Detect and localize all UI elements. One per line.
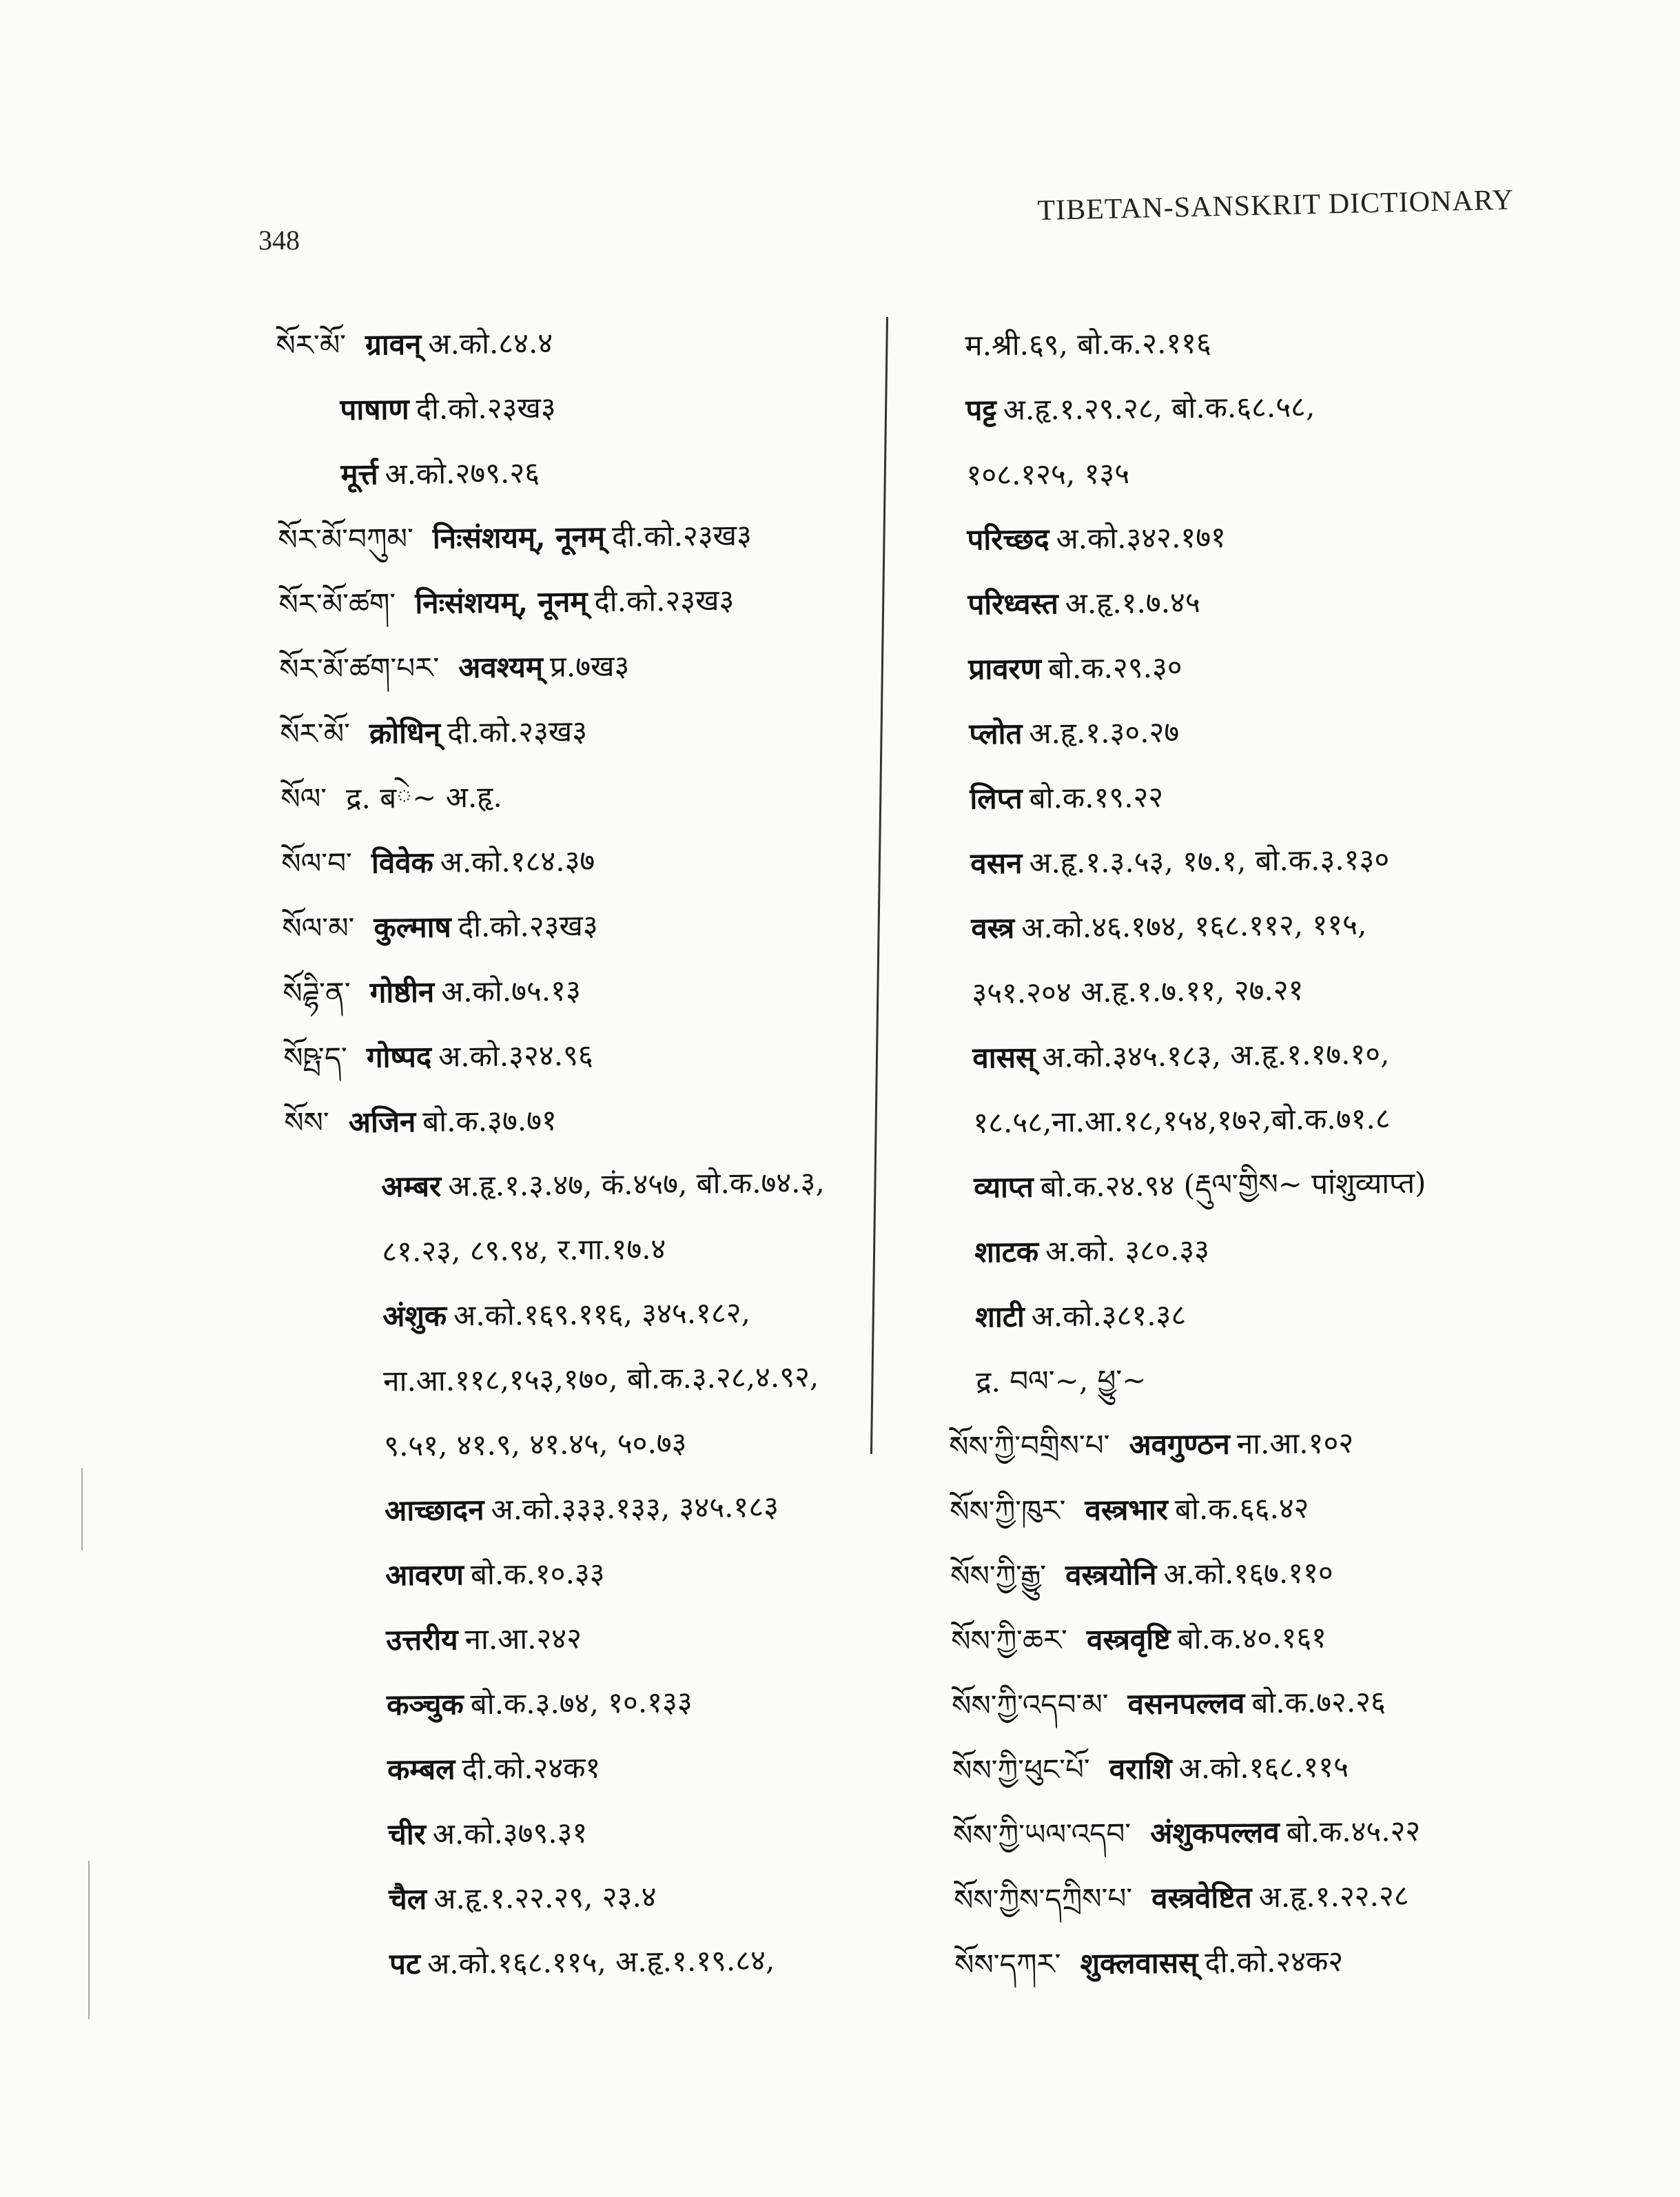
right-column bbox=[937, 306, 1665, 1998]
dictionary-entry bbox=[939, 436, 1649, 508]
dictionary-entry bbox=[947, 1278, 1658, 1350]
dictionary-entry bbox=[938, 371, 1648, 443]
source-reference: अ.को.७५.१३ bbox=[440, 973, 582, 1009]
sanskrit-equivalent: उत्तरीय bbox=[385, 1622, 458, 1657]
source-reference: ना.आ.१०२ bbox=[1236, 1425, 1354, 1461]
tibetan-headword: སོཌྷི་ན་ bbox=[283, 975, 351, 1010]
source-reference: अ.को.३४५.१८३, अ.हृ.१.१७.१०, bbox=[1042, 1036, 1390, 1074]
dictionary-entry bbox=[285, 1214, 892, 1285]
source-reference: दी.को.२३ख३ bbox=[416, 390, 556, 426]
dictionary-entry bbox=[951, 1602, 1661, 1674]
dictionary-entry bbox=[952, 1666, 1662, 1739]
source-reference: अ.हृ.१.२२.२८ bbox=[1258, 1878, 1409, 1914]
source-reference: ना.आ.२४२ bbox=[464, 1621, 582, 1657]
dictionary-entry bbox=[949, 1407, 1659, 1480]
tibetan-headword: སོལ་བ་ bbox=[281, 846, 353, 881]
source-reference: १८.५८,ना.आ.१८,१५४,१७२,बो.क.७१.८ bbox=[973, 1101, 1391, 1140]
sanskrit-equivalent: गोष्पद bbox=[366, 1039, 432, 1074]
sanskrit-equivalent: लिप्त bbox=[970, 781, 1023, 816]
sanskrit-equivalent: आच्छादन bbox=[384, 1492, 484, 1528]
source-reference: बो.क.२४.९४ (རྡུལ་གྱིས~ पांशुव्याप्त) bbox=[1040, 1165, 1426, 1204]
source-reference: बो.क.७२.२६ bbox=[1251, 1684, 1386, 1720]
source-reference: ३५१.२०४ अ.हृ.१.७.११, २७.२१ bbox=[972, 972, 1304, 1010]
source-reference: बो.क.६६.४२ bbox=[1174, 1491, 1309, 1526]
source-reference: दी.को.२३ख३ bbox=[447, 714, 588, 750]
sanskrit-equivalent: कुल्माष bbox=[373, 910, 452, 945]
sanskrit-equivalent: कम्बल bbox=[387, 1752, 455, 1787]
source-reference: अ.को.३३३.१३३, ३४५.१८३ bbox=[491, 1489, 779, 1526]
dictionary-entry bbox=[939, 500, 1650, 573]
tibetan-headword: སོར་མོ་བཀུམ་ bbox=[278, 521, 414, 557]
source-reference: बो.क.१९.२२ bbox=[1029, 779, 1164, 815]
page-number: 348 bbox=[258, 225, 300, 256]
dictionary-entry bbox=[290, 1668, 897, 1739]
dictionary-entry bbox=[292, 1862, 899, 1933]
tibetan-headword: སོར་མོ་ bbox=[280, 716, 351, 751]
tibetan-headword: སོས་ཀྱི་བགྲིས་པ་ bbox=[948, 1428, 1110, 1464]
dictionary-entry bbox=[280, 696, 887, 767]
source-reference: अ.को.८४.४ bbox=[428, 325, 553, 361]
dictionary-entry bbox=[954, 1925, 1665, 1998]
dictionary-entry bbox=[285, 1149, 892, 1220]
dictionary-entry bbox=[942, 759, 1652, 832]
source-reference: बो.क.४५.२२ bbox=[1286, 1813, 1421, 1849]
sanskrit-equivalent: व्याप्त bbox=[974, 1169, 1034, 1205]
dictionary-entry bbox=[944, 954, 1655, 1026]
source-reference: अ.हृ.१.२९.२८, बो.क.६८.५८, bbox=[1003, 389, 1315, 427]
dictionary-entry bbox=[950, 1472, 1660, 1544]
source-reference: ८१.२३, ८९.९४, र.गा.१७.४ bbox=[382, 1232, 666, 1269]
dictionary-entry bbox=[291, 1733, 898, 1803]
source-reference: अ.को.४६.१७४, १६८.११२, ११५, bbox=[1021, 907, 1367, 945]
dictionary-entry bbox=[940, 565, 1650, 637]
tibetan-headword: སོས་དཀར་ bbox=[954, 1947, 1061, 1982]
running-title: TIBETAN-SANSKRIT DICTIONARY bbox=[1037, 184, 1515, 227]
sanskrit-equivalent: वासस् bbox=[972, 1040, 1036, 1075]
sanskrit-equivalent: वस्त्र bbox=[971, 910, 1015, 946]
dictionary-entry bbox=[950, 1537, 1661, 1609]
source-reference: द्र. བལ་~, ཕྱུ་~ bbox=[975, 1362, 1147, 1399]
source-reference: अ.को.३२४.९६ bbox=[438, 1038, 593, 1074]
source-reference: दी.को.२४क२ bbox=[1205, 1943, 1344, 1980]
source-reference: बो.क.३७.७१ bbox=[422, 1103, 557, 1138]
source-reference: अ.को.१६८.११५, अ.हृ.१.१९.८४, bbox=[427, 1943, 775, 1981]
sanskrit-equivalent: पट्ट bbox=[965, 393, 997, 427]
dictionary-entry bbox=[283, 1020, 890, 1091]
dictionary-entry bbox=[948, 1342, 1659, 1415]
dictionary-entry bbox=[279, 631, 886, 702]
sanskrit-equivalent: आवरण bbox=[385, 1557, 464, 1593]
sanskrit-equivalent: परिध्वस्त bbox=[967, 586, 1059, 622]
source-reference: बो.क.१०.३३ bbox=[470, 1556, 605, 1592]
dictionary-entry bbox=[276, 307, 883, 378]
dictionary-entry bbox=[952, 1731, 1663, 1803]
source-reference: अ.हृ.१.३०.२७ bbox=[1029, 715, 1180, 750]
source-reference: म.श्री.६९, बो.क.२.११६ bbox=[965, 325, 1212, 362]
sanskrit-equivalent: प्रावरण bbox=[968, 651, 1042, 686]
source-reference: बो.क.४०.१६१ bbox=[1177, 1620, 1327, 1656]
dictionary-entry bbox=[937, 306, 1648, 378]
margin-scan-mark bbox=[81, 1468, 83, 1551]
tibetan-headword: སོལ་མ་ bbox=[282, 910, 355, 946]
source-reference: अ.हृ.१.७.४५ bbox=[1065, 585, 1200, 621]
sanskrit-equivalent: चीर bbox=[387, 1817, 427, 1852]
tibetan-headword: སོས་ཀྱི་ཆར་ bbox=[950, 1623, 1068, 1658]
sanskrit-equivalent: वसनपल्लव bbox=[1127, 1686, 1245, 1721]
sanskrit-equivalent: अवश्यम् bbox=[458, 649, 544, 685]
sanskrit-equivalent: वस्त्रवेष्टित bbox=[1151, 1880, 1252, 1915]
sanskrit-equivalent: मूर्त्त bbox=[340, 457, 378, 492]
source-reference: बो.क.३.७४, १०.१३३ bbox=[470, 1684, 693, 1721]
dictionary-entry bbox=[946, 1148, 1657, 1220]
dictionary-entry bbox=[943, 889, 1654, 961]
source-reference: द्र. बེ~ अ.हृ. bbox=[345, 779, 502, 815]
sanskrit-equivalent: पाषाण bbox=[340, 391, 409, 427]
dictionary-entry bbox=[278, 566, 885, 637]
sanskrit-equivalent: गोष्ठीन bbox=[369, 974, 435, 1010]
sanskrit-equivalent: निःसंशयम्, नूनम् bbox=[415, 584, 588, 620]
source-reference: अ.को.३४२.१७१ bbox=[1056, 520, 1227, 556]
tibetan-headword: སོས་ཀྱི་འདབ་མ་ bbox=[951, 1687, 1109, 1723]
source-reference: प्र.७ख३ bbox=[549, 648, 630, 684]
source-reference: ना.आ.११८,१५३,१७०, बो.क.३.२८,४.९२, bbox=[382, 1359, 819, 1398]
dictionary-entry bbox=[288, 1473, 895, 1544]
sanskrit-equivalent: वसन bbox=[970, 846, 1023, 881]
dictionary-entry bbox=[941, 695, 1652, 767]
tibetan-headword: སོར་མོ་ཚག་ bbox=[278, 586, 396, 622]
sanskrit-equivalent: अंशुकपल्लव bbox=[1149, 1815, 1280, 1850]
source-reference: दी.को.२३ख३ bbox=[611, 518, 752, 553]
sanskrit-equivalent: विवेक bbox=[371, 845, 434, 880]
source-reference: अ.को.३७९.३१ bbox=[432, 1815, 588, 1851]
dictionary-entry bbox=[278, 502, 885, 573]
source-reference: अ.को.२७९.२६ bbox=[385, 456, 540, 491]
sanskrit-equivalent: अंशुक bbox=[382, 1298, 447, 1333]
tibetan-headword: སོས་ཀྱི་ཡལ་འདབ་ bbox=[952, 1817, 1131, 1852]
dictionary-entry bbox=[283, 955, 890, 1026]
dictionary-entry bbox=[947, 1213, 1657, 1285]
tibetan-headword: སོས་ཀྱིས་དཀྲིས་པ་ bbox=[953, 1881, 1133, 1917]
sanskrit-equivalent: चैल bbox=[388, 1881, 427, 1917]
dictionary-entry bbox=[941, 630, 1651, 702]
dictionary-entry bbox=[286, 1279, 893, 1350]
sanskrit-equivalent: वराशि bbox=[1109, 1751, 1172, 1786]
source-reference: अ.को.१६७.११० bbox=[1163, 1555, 1333, 1591]
sanskrit-equivalent: परिच्छद bbox=[967, 522, 1049, 557]
dictionary-entry bbox=[277, 437, 884, 508]
source-reference: अ.हृ.१.२२.२९, २३.४ bbox=[433, 1879, 657, 1916]
tibetan-headword: སོར་མོ་ཚག་པར་ bbox=[279, 651, 440, 686]
source-reference: बो.क.२९.३० bbox=[1047, 650, 1182, 686]
dictionary-entry bbox=[287, 1409, 894, 1480]
source-reference: १०८.१२५, १३५ bbox=[966, 456, 1130, 492]
dictionary-entry bbox=[284, 1085, 891, 1156]
source-reference: अ.को.१६८.११५ bbox=[1178, 1749, 1349, 1786]
source-reference: अ.हृ.१.३.४७, कं.४५७, बो.क.७४.३, bbox=[447, 1165, 825, 1203]
dictionary-entry bbox=[291, 1797, 899, 1868]
sanskrit-equivalent: अम्बर bbox=[381, 1169, 442, 1204]
tibetan-headword: སོས་ bbox=[284, 1105, 330, 1140]
dictionary-entry bbox=[281, 826, 888, 897]
source-reference: अ.को. ३८०.३३ bbox=[1045, 1232, 1210, 1269]
sanskrit-equivalent: शुक्लवासस् bbox=[1080, 1945, 1198, 1981]
sanskrit-equivalent: वस्त्रयोनि bbox=[1065, 1557, 1157, 1593]
dictionary-entry bbox=[276, 372, 883, 443]
source-reference: ९.५१, ४१.९, ४१.४५, ५०.७३ bbox=[383, 1425, 687, 1463]
tibetan-headword: སོལ་ bbox=[280, 781, 327, 816]
sanskrit-equivalent: प्लोत bbox=[969, 716, 1023, 751]
dictionary-entry bbox=[282, 890, 889, 961]
sanskrit-equivalent: अजिन bbox=[348, 1104, 416, 1139]
tibetan-headword: སོས་ཀྱི་རྒྱུ་ bbox=[950, 1558, 1047, 1593]
left-column bbox=[276, 307, 900, 1998]
tibetan-headword: སོས་ཀྱི་ཁུར་ bbox=[949, 1493, 1066, 1529]
sanskrit-equivalent: वस्त्रवृष्टि bbox=[1086, 1622, 1171, 1657]
dictionary-entry bbox=[953, 1796, 1663, 1868]
source-reference: अ.को.१८४.३७ bbox=[440, 844, 595, 879]
dictionary-entry bbox=[287, 1344, 894, 1415]
dictionary-entry bbox=[945, 1083, 1656, 1156]
source-reference: दी.को.२३ख३ bbox=[458, 908, 598, 944]
sanskrit-equivalent: शाटक bbox=[974, 1234, 1039, 1269]
dictionary-entry bbox=[954, 1861, 1664, 1933]
sanskrit-equivalent: पट bbox=[389, 1946, 421, 1981]
source-reference: दी.को.२३ख३ bbox=[594, 583, 735, 619]
tibetan-headword: སོཥྤ་ད་ bbox=[283, 1040, 348, 1075]
source-reference: अ.हृ.१.३.५३, १७.१, बो.क.३.१३० bbox=[1029, 842, 1390, 880]
dictionary-entry bbox=[289, 1538, 896, 1609]
source-reference: दी.को.२४क१ bbox=[462, 1750, 601, 1786]
sanskrit-equivalent: क्रोधिन् bbox=[369, 715, 441, 750]
dictionary-entry bbox=[943, 824, 1653, 897]
tibetan-headword: སོར་མོ་ bbox=[276, 327, 347, 362]
dictionary-entry bbox=[280, 761, 888, 832]
sanskrit-equivalent: अवगुण्ठन bbox=[1129, 1427, 1231, 1462]
dictionary-entry bbox=[289, 1603, 897, 1674]
dictionary-entry bbox=[945, 1019, 1655, 1091]
source-reference: अ.को.३८१.३८ bbox=[1031, 1298, 1187, 1333]
sanskrit-equivalent: निःसंशयम्, नूनम् bbox=[432, 520, 606, 555]
margin-scan-mark bbox=[88, 1861, 90, 2019]
sanskrit-equivalent: कञ्चुक bbox=[386, 1687, 464, 1722]
sanskrit-equivalent: शाटी bbox=[974, 1299, 1025, 1334]
source-reference: अ.को.१६९.११६, ३४५.१८२, bbox=[453, 1295, 751, 1333]
sanskrit-equivalent: वस्त्रभार bbox=[1085, 1492, 1169, 1527]
tibetan-headword: སོས་ཀྱི་ཕུང་པོ་ bbox=[952, 1752, 1091, 1788]
dictionary-entry bbox=[293, 1927, 900, 1998]
sanskrit-equivalent: ग्रावन् bbox=[365, 327, 422, 362]
